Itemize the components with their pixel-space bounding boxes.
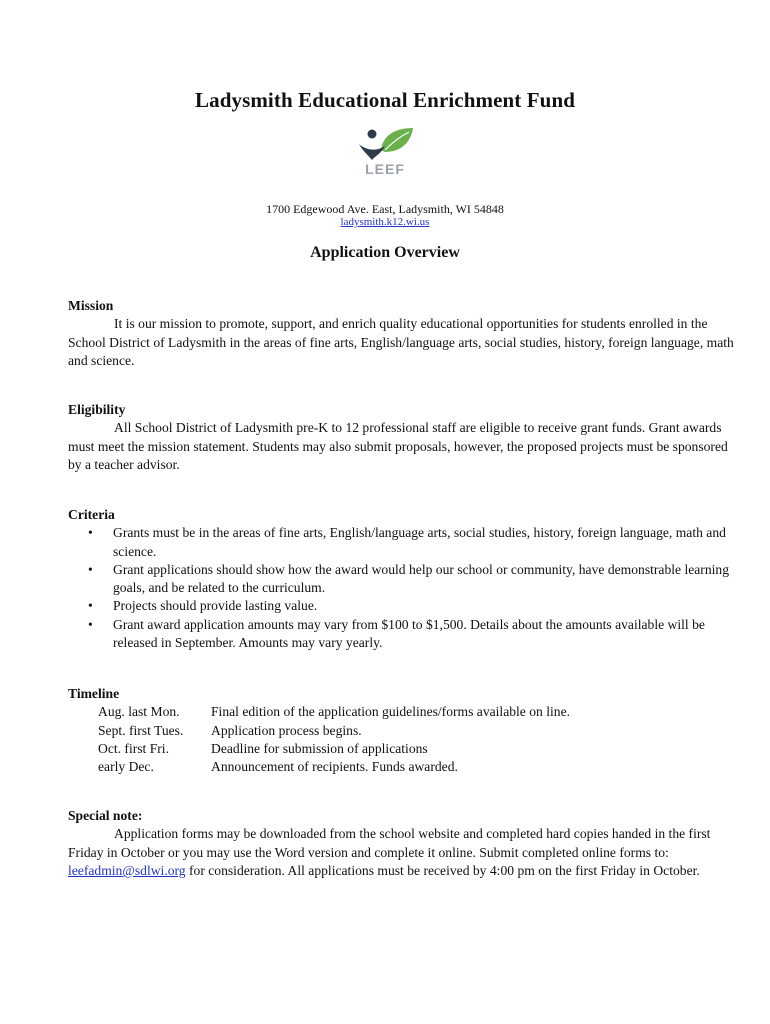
- eligibility-section: [68, 401, 738, 474]
- timeline-row: [68, 703, 738, 721]
- criteria-heading: Criteria: [68, 507, 115, 522]
- overview-title: Application Overview: [310, 244, 460, 261]
- person-icon: [368, 130, 377, 139]
- timeline-row: [68, 740, 738, 758]
- timeline-row: [68, 722, 738, 740]
- timeline-what: Application process begins.: [211, 722, 362, 738]
- eligibility-heading: Eligibility: [68, 402, 126, 417]
- mission-text: It is our mission to promote, support, and enrich quality educational opportunities for students enrolled in the School District of Ladysmith in the areas of fine arts, English/language arts, social studies, history, foreign language, math and science.: [68, 316, 734, 368]
- list-item: • Projects should provide lasting value.: [68, 597, 738, 615]
- timeline-what: Final edition of the application guidelines/forms available on line.: [211, 704, 571, 720]
- mission-section: [68, 297, 738, 370]
- list-item: • Grant applications should show how the award would help our school or community, have demonstrable learning goals, and be related to the curriculum.: [68, 561, 738, 598]
- timeline-when: early Dec.: [98, 759, 154, 775]
- timeline-when: Oct. first Fri.: [98, 740, 169, 756]
- list-item: • Grant award application amounts may vary from $100 to $1,500. Details about the amounts available will be released in September. Amounts may vary yearly.: [68, 616, 738, 653]
- criteria-section: [68, 506, 738, 652]
- timeline-when: Aug. last Mon.: [98, 704, 180, 720]
- timeline-row: [68, 758, 738, 776]
- website-link-row: [0, 216, 770, 228]
- timeline-section: [68, 685, 738, 776]
- leef-logo: [355, 124, 415, 176]
- special-note-heading: Special note:: [68, 808, 143, 823]
- special-note-text: [68, 825, 738, 880]
- website-link[interactable]: ladysmith.k12.wi.us: [340, 216, 430, 228]
- special-note-text-before: Application forms may be downloaded from the school website and completed hard copies handed in the first Friday in October or you may use the Word version and complete it online. Submit completed online forms to:: [68, 826, 711, 860]
- criteria-list: [68, 524, 738, 652]
- address: 1700 Edgewood Ave. East, Ladysmith, WI 54848: [266, 202, 504, 216]
- email-link[interactable]: leefadmin@sdlwi.org: [68, 862, 186, 878]
- mission-heading: Mission: [68, 298, 114, 313]
- special-note-text-after: for consideration. All applications must be received by 4:00 pm on the first Friday in October.: [185, 862, 700, 878]
- eligibility-text: All School District of Ladysmith pre-K to 12 professional staff are eligible to receive grant funds. Grant awards must meet the mission statement. Students may also submit proposals, however, the proposed projects must be sponsored by a teacher advisor.: [68, 420, 728, 472]
- logo-text: LEEF: [365, 161, 405, 176]
- list-item: • Grants must be in the areas of fine arts, English/language arts, social studies, history, foreign language, math and science.: [68, 524, 738, 561]
- document-title: Ladysmith Educational Enrichment Fund: [194, 88, 576, 112]
- special-note-section: [68, 807, 738, 880]
- timeline-what: Announcement of recipients. Funds awarded.: [211, 759, 458, 775]
- timeline-heading: Timeline: [68, 686, 120, 701]
- timeline-when: Sept. first Tues.: [98, 722, 184, 738]
- timeline-what: Deadline for submission of applications: [211, 740, 428, 756]
